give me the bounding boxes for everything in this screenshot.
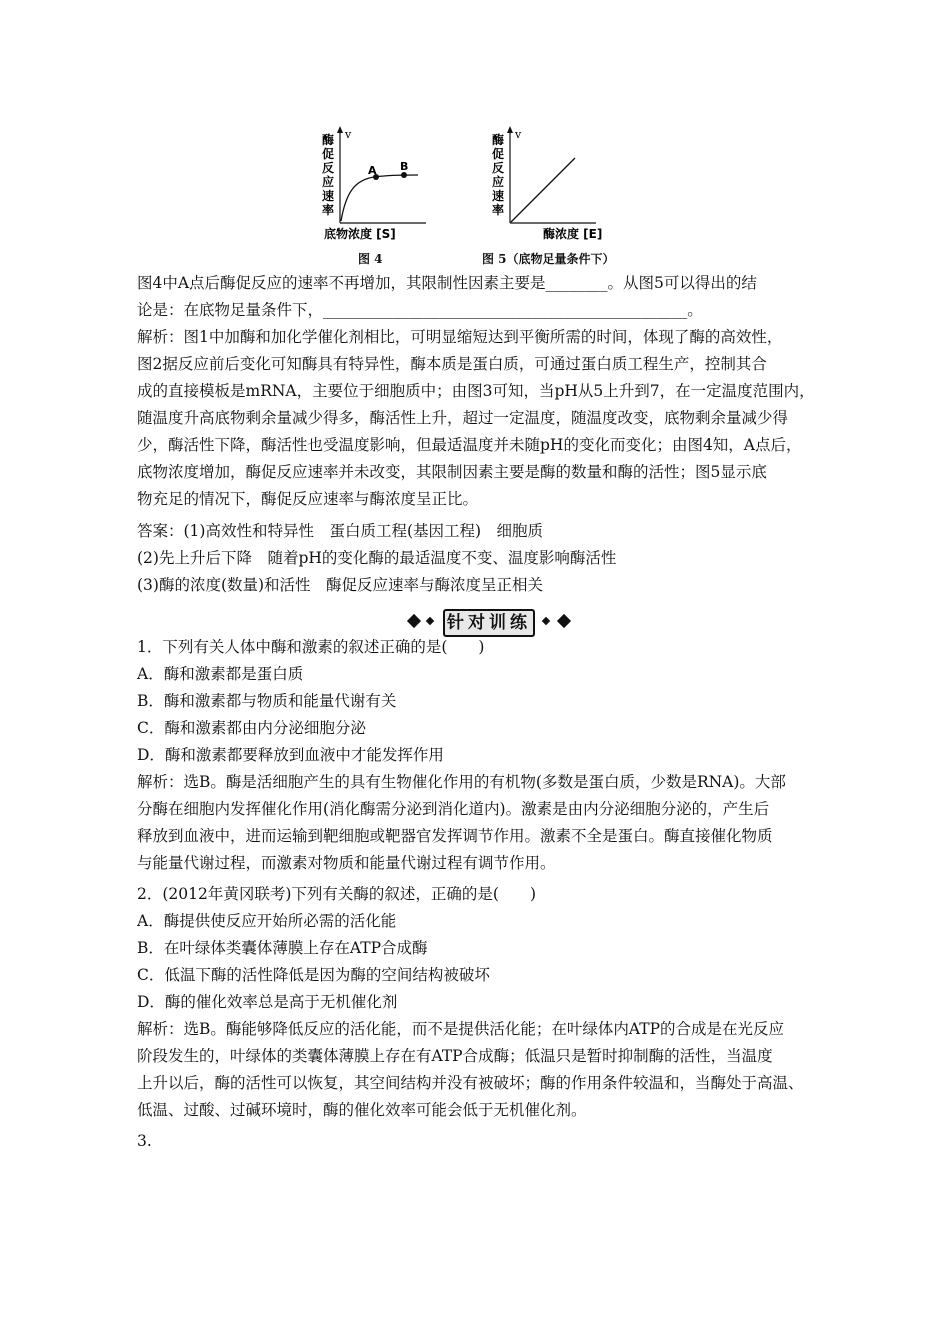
diamond-icon xyxy=(557,614,571,628)
fig4-caption: 图 4 xyxy=(358,252,383,266)
section-banner xyxy=(395,607,585,637)
answer-line: (3)酶的浓度(数量)和活性 酶促反应速率与酶浓度呈正相关 xyxy=(137,576,544,594)
banner-title: 针对训练 xyxy=(443,609,535,637)
option-line: D．酶的催化效率总是高于无机催化剂 xyxy=(137,993,398,1011)
text-line: 成的直接模板是mRNA，主要位于细胞质中；由图3可知，当pH从5上升到7，在一定温度范围内， xyxy=(137,382,815,400)
question-line: 1．下列有关人体中酶和激素的叙述正确的是( ) xyxy=(137,638,485,656)
question-line: 2．(2012年黄冈联考)下列有关酶的叙述，正确的是( ) xyxy=(137,885,536,903)
answer-line: 答案：(1)高效性和特异性 蛋白质工程(基因工程) 细胞质 xyxy=(137,522,544,540)
fig4-y-symbol: v xyxy=(345,128,352,141)
fig4-point-a-label: A xyxy=(368,164,377,177)
text-line: 图4中A点后酶促反应的速率不再增加，其限制性因素主要是________。从图5可以得出的结 xyxy=(137,274,757,292)
option-line: B．在叶绿体类囊体薄膜上存在ATP合成酶 xyxy=(137,939,428,957)
diamond-icon xyxy=(407,614,421,628)
option-line: C．低温下酶的活性降低是因为酶的空间结构被破坏 xyxy=(137,966,490,984)
option-line: D．酶和激素都要释放到血液中才能发挥作用 xyxy=(137,746,444,764)
text-line: 解析：图1中加酶和加化学催化剂相比，可明显缩短达到平衡所需的时间，体现了酶的高效性， xyxy=(137,328,783,346)
fig5-caption: 图 5（底物足量条件下） xyxy=(482,252,615,266)
fig4-ylabel-char: 速 xyxy=(322,189,335,203)
fig5-y-arrow xyxy=(507,126,513,133)
diamond-icon xyxy=(542,617,550,625)
text-line: 少，酶活性下降，酶活性也受温度影响，但最适温度并未随pH的变化而变化；由图4知，A点后， xyxy=(137,436,802,454)
fig5-ylabel-char: 酶 xyxy=(492,133,505,147)
option-line: C．酶和激素都由内分泌细胞分泌 xyxy=(137,719,366,737)
option-line: B．酶和激素都与物质和能量代谢有关 xyxy=(137,692,397,710)
figure-4 xyxy=(322,126,426,241)
fig4-y-arrow xyxy=(337,126,343,133)
text-line: 解析：选B。酶能够降低反应的活化能，而不是提供活化能；在叶绿体内ATP的合成是在光反应 xyxy=(137,1020,785,1038)
fig4-point-b-label: B xyxy=(400,160,409,173)
fig5-y-symbol: v xyxy=(515,128,522,141)
text-line: 论是：在底物足量条件下，_______________________________________________。 xyxy=(137,301,703,319)
text-line: 阶段发生的，叶绿体的类囊体薄膜上存在有ATP合成酶；低温只是暂时抑制酶的活性，当温度 xyxy=(137,1047,773,1065)
text-line: 上升以后，酶的活性可以恢复，其空间结构并没有被破坏；酶的作用条件较温和，当酶处于高温、 xyxy=(137,1074,804,1092)
text-line: 随温度升高底物剩余量减少得多，酶活性上升，超过一定温度，随温度改变，底物剩余量减少得 xyxy=(137,409,789,427)
text-line: 底物浓度增加，酶促反应速率并未改变，其限制因素主要是酶的数量和酶的活性；图5显示底 xyxy=(137,463,767,481)
fig4-ylabel-char: 应 xyxy=(322,175,335,189)
answer-line: (2)先上升后下降 随着pH的变化酶的最适温度不变、温度影响酶活性 xyxy=(137,549,617,567)
fig5-xlabel: 酶浓度 [E] xyxy=(543,227,603,241)
fig4-ylabel-char: 酶 xyxy=(322,133,335,147)
text-line: 分酶在细胞内发挥催化作用(消化酶需分泌到消化道内)。激素是由内分泌细胞分泌的，产生后 xyxy=(137,800,770,818)
text-line: 与能量代谢过程，而激素对物质和能量代谢过程有调节作用。 xyxy=(137,854,556,872)
diamond-icon xyxy=(426,617,434,625)
option-line: A．酶提供使反应开始所必需的活化能 xyxy=(137,912,397,930)
fig5-line xyxy=(511,158,575,222)
fig5-ylabel-char: 速 xyxy=(492,189,505,203)
fig4-curve xyxy=(341,175,418,221)
fig5-ylabel-char: 率 xyxy=(492,203,505,217)
text-line: 低温、过酸、过碱环境时，酶的催化效率可能会低于无机催化剂。 xyxy=(137,1101,587,1119)
fig5-ylabel-char: 反 xyxy=(492,161,505,175)
question-line: 3. xyxy=(137,1132,152,1150)
text-line: 图2据反应前后变化可知酶具有特异性，酶本质是蛋白质，可通过蛋白质工程生产，控制其合 xyxy=(137,355,767,373)
option-line: A．酶和激素都是蛋白质 xyxy=(137,665,304,683)
text-line: 解析：选B。酶是活细胞产生的具有生物催化作用的有机物(多数是蛋白质，少数是RNA)。大部 xyxy=(137,773,786,791)
text-line: 物充足的情况下，酶促反应速率与酶浓度呈正比。 xyxy=(137,490,479,508)
fig4-ylabel-char: 率 xyxy=(322,203,335,217)
fig4-ylabel-char: 反 xyxy=(322,161,335,175)
fig5-ylabel-char: 促 xyxy=(492,147,505,161)
fig5-ylabel-char: 应 xyxy=(492,175,505,189)
figure-5 xyxy=(492,126,602,241)
fig4-xlabel: 底物浓度 [S] xyxy=(324,227,396,241)
figure-group xyxy=(300,120,640,250)
fig4-ylabel-char: 促 xyxy=(322,147,335,161)
text-line: 释放到血液中，进而运输到靶细胞或靶器官发挥调节作用。激素不全是蛋白。酶直接催化物质 xyxy=(137,827,773,845)
